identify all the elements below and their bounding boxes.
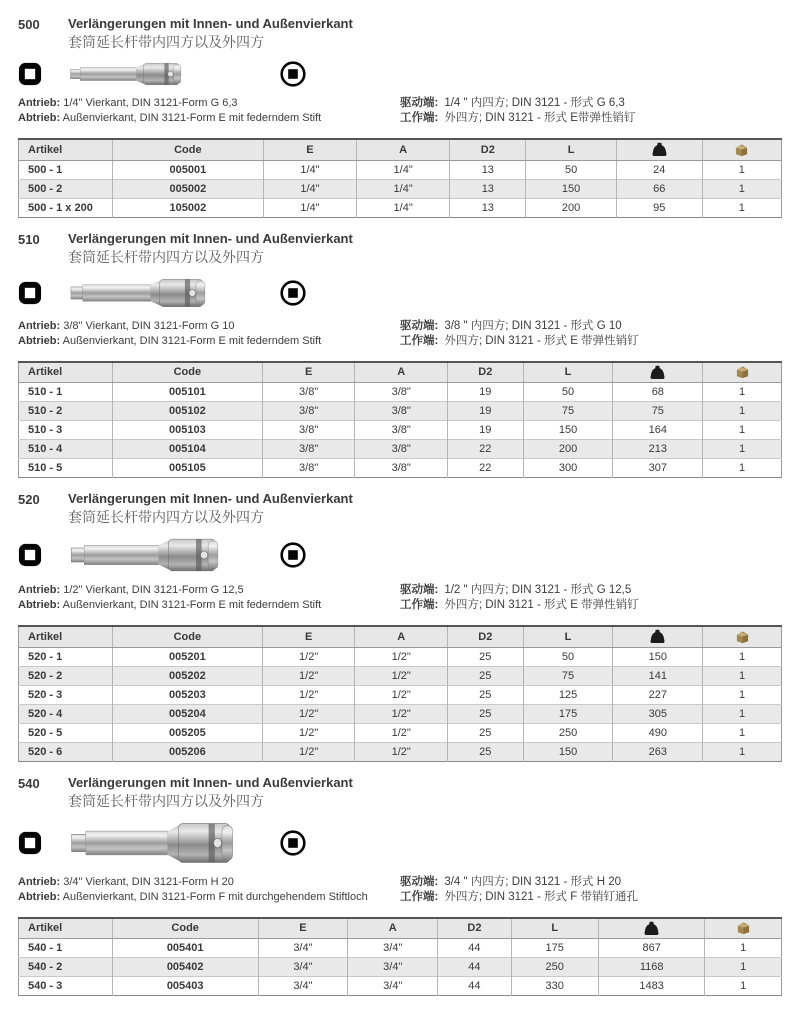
header-artikel: Artikel <box>19 362 113 383</box>
product-photo <box>68 59 258 89</box>
table-cell: 005402 <box>112 958 258 977</box>
table-cell: 510 - 4 <box>19 440 113 459</box>
table-row <box>19 198 782 217</box>
abtrieb-value: Außenvierkant, DIN 3121-Form E mit federndem Stift <box>62 112 322 124</box>
table-cell: 50 <box>523 383 613 402</box>
table-cell: 3/8" <box>262 383 355 402</box>
spec-text-zh <box>400 319 782 349</box>
header-artikel: Artikel <box>19 918 113 939</box>
header-l: L <box>523 626 613 647</box>
table-row <box>19 723 782 742</box>
table-cell: 1 <box>702 198 781 217</box>
section-title-de: Verlängerungen mit Innen- und Außenvierkant <box>68 230 353 246</box>
table-cell: 005206 <box>112 742 262 761</box>
section-header <box>18 231 782 266</box>
table-cell: 005104 <box>112 440 262 459</box>
table-cell: 25 <box>447 742 523 761</box>
outer-square-drive-icon <box>280 542 306 568</box>
table-row <box>19 179 782 198</box>
package-icon <box>702 139 781 160</box>
table-cell: 1 <box>703 723 782 742</box>
table-cell: 1 <box>703 421 782 440</box>
table-cell: 1 <box>703 666 782 685</box>
table-cell: 263 <box>613 742 703 761</box>
table-cell: 3/8" <box>355 459 448 478</box>
table-cell: 164 <box>613 421 703 440</box>
header-a: A <box>355 626 448 647</box>
header-a: A <box>357 139 450 160</box>
header-artikel: Artikel <box>19 626 113 647</box>
table-cell: 75 <box>613 402 703 421</box>
table-cell: 200 <box>523 440 613 459</box>
table-cell: 500 - 1 x 200 <box>19 198 113 217</box>
work-label-zh: 工作端: <box>400 334 439 347</box>
table-row <box>19 160 782 179</box>
table-row <box>19 939 782 958</box>
table-cell: 200 <box>526 198 616 217</box>
header-code: Code <box>112 139 263 160</box>
table-cell: 1 <box>705 977 782 996</box>
spec-text-zh <box>400 96 782 126</box>
antrieb-value: 3/8" Vierkant, DIN 3121-Form G 10 <box>63 319 235 332</box>
product-row <box>18 531 782 579</box>
antrieb-label: Antrieb: <box>18 584 61 596</box>
table-cell: 005205 <box>112 723 262 742</box>
spec-info-row <box>18 96 782 126</box>
table-cell: 3/4" <box>348 958 438 977</box>
header-e: E <box>262 362 355 383</box>
table-cell: 1/2" <box>262 666 355 685</box>
table-cell: 150 <box>526 179 616 198</box>
spec-info-row <box>18 875 782 905</box>
antrieb-label: Antrieb: <box>18 875 61 888</box>
table-cell: 250 <box>511 958 598 977</box>
abtrieb-label: Abtrieb: <box>18 112 61 124</box>
table-cell: 1/2" <box>262 723 355 742</box>
table-row <box>19 685 782 704</box>
spec-text-de <box>18 875 400 905</box>
table-header-row <box>19 139 782 160</box>
section-title-zh: 套筒延长杆带内四方以及外四方 <box>68 34 264 50</box>
table-cell: 150 <box>523 742 613 761</box>
product-table <box>18 138 782 218</box>
work-label-zh: 工作端: <box>400 599 439 611</box>
table-cell: 3/4" <box>258 977 348 996</box>
table-cell: 330 <box>511 977 598 996</box>
section-title-de: Verlängerungen mit Innen- und Außenvierkant <box>68 16 353 31</box>
table-cell: 3/8" <box>355 383 448 402</box>
table-row <box>19 977 782 996</box>
table-row <box>19 647 782 666</box>
table-cell: 105002 <box>112 198 263 217</box>
inner-square-drive-icon <box>18 831 68 855</box>
header-d2: D2 <box>447 626 523 647</box>
header-a: A <box>355 362 448 383</box>
antrieb-value: 3/4" Vierkant, DIN 3121-Form H 20 <box>63 875 234 888</box>
table-cell: 3/4" <box>258 939 348 958</box>
product-table <box>18 361 782 479</box>
header-e: E <box>258 918 348 939</box>
table-cell: 75 <box>523 666 613 685</box>
table-cell: 227 <box>613 685 703 704</box>
header-artikel: Artikel <box>19 139 113 160</box>
table-body <box>19 939 782 996</box>
work-value-zh: 外四方; DIN 3121 - 形式 F 带销钉通孔 <box>444 890 638 903</box>
abtrieb-value: Außenvierkant, DIN 3121-Form E mit federndem Stift <box>62 599 322 611</box>
drive-label-zh: 驱动端: <box>400 97 439 109</box>
table-cell: 1/4" <box>263 179 356 198</box>
table-cell: 005203 <box>112 685 262 704</box>
section-title-de: Verlängerungen mit Innen- und Außenvierkant <box>68 491 353 506</box>
drive-value-zh: 1/2 " 内四方; DIN 3121 - 形式 G 12,5 <box>444 584 632 596</box>
product-table <box>18 917 782 997</box>
table-cell: 510 - 3 <box>19 421 113 440</box>
table-cell: 1/2" <box>262 704 355 723</box>
header-d2: D2 <box>438 918 511 939</box>
table-cell: 22 <box>447 440 523 459</box>
drive-label-zh: 驱动端: <box>400 319 439 332</box>
table-cell: 1/2" <box>262 647 355 666</box>
table-header-row <box>19 918 782 939</box>
table-cell: 175 <box>523 704 613 723</box>
antrieb-value: 1/4" Vierkant, DIN 3121-Form G 6,3 <box>63 97 238 109</box>
work-label-zh: 工作端: <box>400 112 439 124</box>
product-row <box>18 271 782 315</box>
table-row <box>19 421 782 440</box>
header-code: Code <box>112 362 262 383</box>
table-cell: 1/2" <box>355 704 448 723</box>
table-cell: 520 - 6 <box>19 742 113 761</box>
inner-square-drive-icon <box>18 543 68 567</box>
section-number: 540 <box>18 775 40 791</box>
table-cell: 50 <box>526 160 616 179</box>
outer-square-drive-icon <box>280 280 306 306</box>
table-row <box>19 704 782 723</box>
table-cell: 867 <box>598 939 705 958</box>
weight-icon <box>613 362 703 383</box>
table-cell: 13 <box>450 198 526 217</box>
table-cell: 3/8" <box>262 459 355 478</box>
section-500 <box>18 16 782 218</box>
table-cell: 150 <box>523 421 613 440</box>
table-row <box>19 383 782 402</box>
section-number: 520 <box>18 492 40 507</box>
table-cell: 95 <box>616 198 702 217</box>
table-cell: 1/4" <box>357 179 450 198</box>
table-cell: 44 <box>438 977 511 996</box>
table-cell: 24 <box>616 160 702 179</box>
spec-text-de <box>18 96 400 126</box>
header-d2: D2 <box>447 362 523 383</box>
table-cell: 19 <box>447 421 523 440</box>
section-number: 510 <box>18 231 40 247</box>
table-body <box>19 160 782 217</box>
spec-text-zh <box>400 875 782 905</box>
table-cell: 3/8" <box>262 421 355 440</box>
table-cell: 213 <box>613 440 703 459</box>
table-cell: 1/2" <box>355 666 448 685</box>
header-l: L <box>511 918 598 939</box>
spec-info-row <box>18 583 782 613</box>
table-cell: 1/4" <box>263 198 356 217</box>
work-value-zh: 外四方; DIN 3121 - 形式 E 带弹性销钉 <box>444 334 639 347</box>
table-cell: 1 <box>705 939 782 958</box>
table-cell: 510 - 1 <box>28 386 63 398</box>
table-header-row <box>19 626 782 647</box>
table-cell: 3/4" <box>348 977 438 996</box>
table-cell: 25 <box>447 666 523 685</box>
table-cell: 005204 <box>112 704 262 723</box>
drive-value-zh: 3/8 " 内四方; DIN 3121 - 形式 G 10 <box>444 319 622 332</box>
antrieb-label: Antrieb: <box>18 319 61 332</box>
table-row <box>19 742 782 761</box>
weight-icon <box>616 139 702 160</box>
table-cell: 005001 <box>112 160 263 179</box>
abtrieb-value: Außenvierkant, DIN 3121-Form E mit federndem Stift <box>62 334 322 347</box>
table-cell: 1/4" <box>357 198 450 217</box>
antrieb-label: Antrieb: <box>18 97 61 109</box>
table-cell: 22 <box>447 459 523 478</box>
table-cell: 1168 <box>598 958 705 977</box>
inner-square-drive-icon <box>18 62 68 86</box>
table-cell: 1/2" <box>355 647 448 666</box>
abtrieb-label: Abtrieb: <box>18 890 61 903</box>
abtrieb-value: Außenvierkant, DIN 3121-Form F mit durchgehendem Stiftloch <box>62 890 368 903</box>
drive-label-zh: 驱动端: <box>400 875 439 888</box>
table-cell: 500 - 2 <box>19 179 113 198</box>
section-title-de: Verlängerungen mit Innen- und Außenvierkant <box>68 774 353 790</box>
product-row <box>18 56 782 92</box>
table-cell: 1 <box>703 402 782 421</box>
table-cell: 25 <box>447 704 523 723</box>
table-cell: 1/4" <box>263 160 356 179</box>
spec-text-zh <box>400 583 782 613</box>
table-cell: 3/4" <box>348 939 438 958</box>
table-cell: 3/4" <box>258 958 348 977</box>
section-540 <box>18 775 782 997</box>
table-cell: 520 - 3 <box>19 685 113 704</box>
package-icon <box>703 362 782 383</box>
package-icon <box>705 918 782 939</box>
weight-icon <box>598 918 705 939</box>
section-title-zh: 套筒延长杆带内四方以及外四方 <box>68 509 264 525</box>
table-cell: 307 <box>613 459 703 478</box>
abtrieb-label: Abtrieb: <box>18 599 61 611</box>
table-cell: 1/2" <box>355 723 448 742</box>
drive-value-zh: 3/4 " 内四方; DIN 3121 - 形式 H 20 <box>444 875 621 888</box>
catalog-page <box>18 16 782 996</box>
table-cell: 005201 <box>112 647 262 666</box>
section-header <box>18 16 782 51</box>
work-label-zh: 工作端: <box>400 890 439 903</box>
table-cell: 1 <box>703 742 782 761</box>
table-cell: 1 <box>703 647 782 666</box>
table-cell: 1 <box>705 958 782 977</box>
table-cell: 1 <box>702 179 781 198</box>
table-cell: 005403 <box>112 977 258 996</box>
product-row <box>18 815 782 871</box>
header-code: Code <box>112 626 262 647</box>
table-cell: 005102 <box>112 402 262 421</box>
table-body <box>19 383 782 478</box>
table-cell: 1483 <box>598 977 705 996</box>
table-cell: 75 <box>523 402 613 421</box>
table-cell: 500 - 1 <box>28 163 63 176</box>
table-cell: 25 <box>447 647 523 666</box>
table-cell: 1/2" <box>355 742 448 761</box>
header-e: E <box>262 626 355 647</box>
header-l: L <box>526 139 616 160</box>
section-520 <box>18 491 782 762</box>
table-cell: 005401 <box>112 939 258 958</box>
table-cell: 540 - 2 <box>19 958 113 977</box>
table-cell: 150 <box>613 647 703 666</box>
outer-square-drive-icon <box>280 61 306 87</box>
table-cell: 3/8" <box>355 421 448 440</box>
table-cell: 141 <box>613 666 703 685</box>
table-cell: 005105 <box>112 459 262 478</box>
table-cell: 250 <box>523 723 613 742</box>
inner-square-drive-icon <box>18 281 68 305</box>
drive-label-zh: 驱动端: <box>400 584 439 596</box>
table-header-row <box>19 362 782 383</box>
table-cell: 25 <box>447 723 523 742</box>
table-cell: 1/2" <box>262 685 355 704</box>
table-cell: 44 <box>438 958 511 977</box>
table-cell: 540 - 1 <box>28 942 63 954</box>
table-cell: 175 <box>511 939 598 958</box>
table-cell: 005101 <box>112 383 262 402</box>
table-cell: 305 <box>613 704 703 723</box>
table-cell: 44 <box>438 939 511 958</box>
section-510 <box>18 231 782 479</box>
table-row <box>19 402 782 421</box>
antrieb-value: 1/2" Vierkant, DIN 3121-Form G 12,5 <box>63 584 244 596</box>
table-cell: 1 <box>703 459 782 478</box>
table-cell: 1/4" <box>357 160 450 179</box>
table-cell: 520 - 5 <box>19 723 113 742</box>
table-body <box>19 647 782 761</box>
table-cell: 3/8" <box>355 402 448 421</box>
table-cell: 520 - 1 <box>28 650 63 663</box>
product-photo <box>68 274 258 312</box>
header-e: E <box>263 139 356 160</box>
spec-info-row <box>18 319 782 349</box>
table-cell: 300 <box>523 459 613 478</box>
product-photo <box>68 533 258 577</box>
table-row <box>19 666 782 685</box>
table-cell: 3/8" <box>262 440 355 459</box>
table-cell: 490 <box>613 723 703 742</box>
product-photo <box>68 816 258 870</box>
table-cell: 3/8" <box>262 402 355 421</box>
outer-square-drive-icon <box>280 830 306 856</box>
abtrieb-label: Abtrieb: <box>18 334 61 347</box>
spec-text-de <box>18 319 400 349</box>
table-cell: 13 <box>450 160 526 179</box>
section-header <box>18 775 782 810</box>
table-cell: 1 <box>703 704 782 723</box>
work-value-zh: 外四方; DIN 3121 - 形式 E 带弹性销钉 <box>444 599 639 611</box>
table-cell: 005103 <box>112 421 262 440</box>
table-cell: 50 <box>523 647 613 666</box>
header-l: L <box>523 362 613 383</box>
table-cell: 1 <box>703 685 782 704</box>
header-code: Code <box>112 918 258 939</box>
table-cell: 1 <box>703 440 782 459</box>
drive-value-zh: 1/4 " 内四方; DIN 3121 - 形式 G 6,3 <box>444 97 625 109</box>
table-cell: 510 - 2 <box>19 402 113 421</box>
table-cell: 520 - 4 <box>19 704 113 723</box>
table-cell: 25 <box>447 685 523 704</box>
table-cell: 1/2" <box>355 685 448 704</box>
table-row <box>19 958 782 977</box>
table-cell: 510 - 5 <box>19 459 113 478</box>
table-cell: 1 <box>703 383 782 402</box>
table-cell: 13 <box>450 179 526 198</box>
table-cell: 005002 <box>112 179 263 198</box>
table-cell: 19 <box>447 402 523 421</box>
section-title-zh: 套筒延长杆带内四方以及外四方 <box>68 248 264 265</box>
table-cell: 68 <box>613 383 703 402</box>
table-cell: 540 - 3 <box>19 977 113 996</box>
header-d2: D2 <box>450 139 526 160</box>
weight-icon <box>613 626 703 647</box>
table-cell: 005202 <box>112 666 262 685</box>
table-cell: 125 <box>523 685 613 704</box>
work-value-zh: 外四方; DIN 3121 - 形式 E带弹性销钉 <box>444 112 636 124</box>
table-cell: 1 <box>702 160 781 179</box>
spec-text-de <box>18 583 400 613</box>
table-cell: 19 <box>447 383 523 402</box>
table-row <box>19 459 782 478</box>
product-table <box>18 625 782 762</box>
package-icon <box>703 626 782 647</box>
section-number: 500 <box>18 17 40 32</box>
header-a: A <box>348 918 438 939</box>
table-cell: 520 - 2 <box>19 666 113 685</box>
table-row <box>19 440 782 459</box>
table-cell: 3/8" <box>355 440 448 459</box>
section-title-zh: 套筒延长杆带内四方以及外四方 <box>68 792 264 809</box>
table-cell: 1/2" <box>262 742 355 761</box>
table-cell: 66 <box>616 179 702 198</box>
section-header <box>18 491 782 526</box>
